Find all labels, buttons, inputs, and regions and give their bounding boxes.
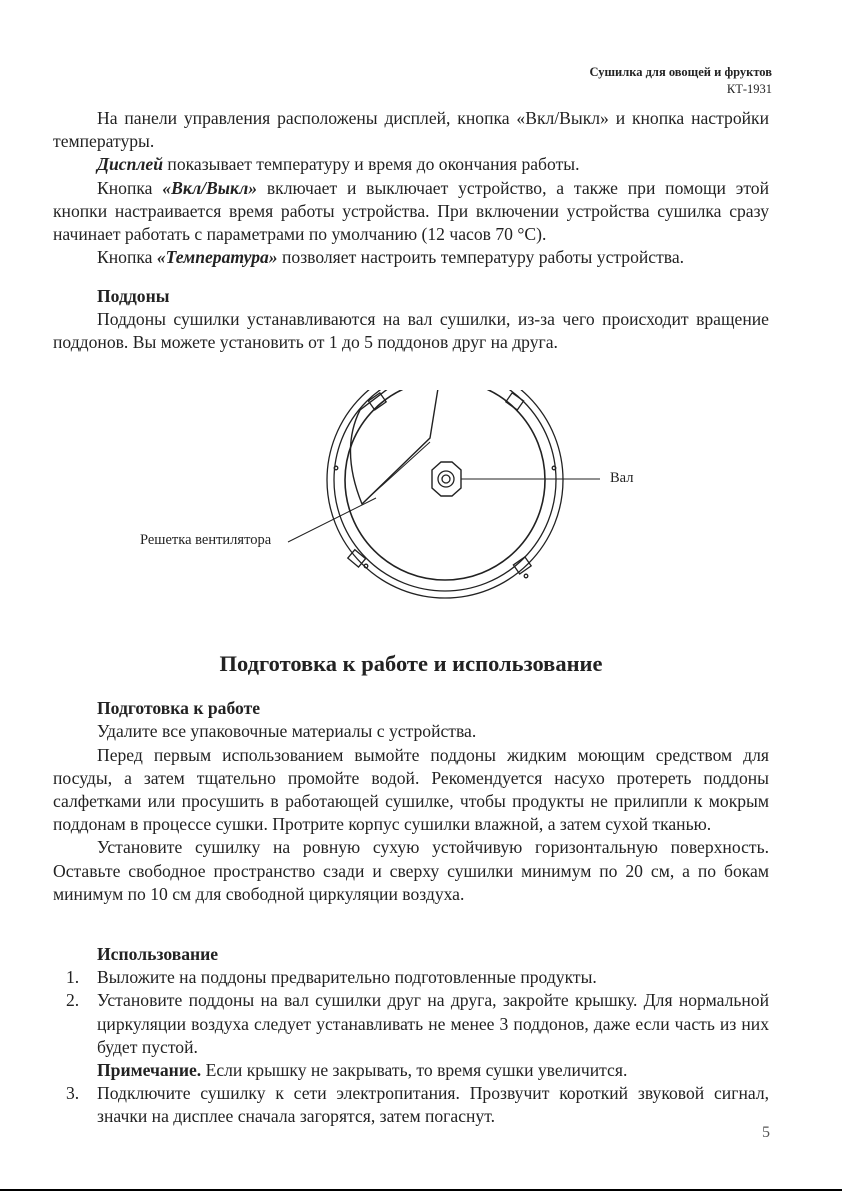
header-model: КТ-1931 — [726, 82, 772, 96]
dryer-base-illustration — [130, 390, 690, 620]
list-item-number: 2. — [66, 990, 80, 1011]
list-item-number: 3. — [66, 1083, 80, 1104]
controls-intro: На панели управления расположены дисплей, кнопка «Вкл/Выкл» и кнопка настройки температуры. — [53, 108, 769, 152]
label-shaft: Вал — [610, 470, 634, 486]
list-item-text: Выложите на поддоны предварительно подготовленные продукты. — [97, 967, 597, 988]
note-label: Примечание. — [97, 1060, 202, 1081]
list-item-text: Подключите сушилку к сети электропитания. Прозвучит короткий звуковой сигнал, значки на дисплее сначала загорятся, затем погаснут. — [97, 1083, 769, 1127]
trays-section — [53, 285, 769, 355]
usage-section — [53, 943, 769, 1129]
list-item-number: 1. — [66, 967, 80, 988]
list-item — [53, 1082, 769, 1128]
temp-paragraph — [53, 246, 769, 269]
onoff-pre: Кнопка — [97, 177, 163, 198]
display-paragraph — [53, 153, 769, 176]
preparation-p2: Перед первым использованием вымойте поддоны жидким моющим средством для посуды, а затем тщательно промойте водой. Рекомендуется насухо протереть поддоны салфетками или просушить в работающей сушилке, чтобы продукты не прилипли к мокрым поддонам в процессе сушки. Протрите корпус сушилки влажной, а затем сухой тканью. — [53, 744, 769, 835]
preparation-p3: Установите сушилку на ровную сухую устойчивую горизонтальную поверхность. Оставьте свободное пространство сзади и сверху сушилки минимум по 20 см, а по бокам минимум по 10 см для свободной циркуляции воздуха. — [53, 837, 769, 904]
dryer-diagram — [130, 390, 690, 620]
label-fan-grille: Решетка вентилятора — [140, 532, 272, 548]
controls-section — [53, 107, 769, 269]
header-title: Сушилка для овощей и фруктов — [589, 65, 772, 79]
page-header — [589, 64, 772, 98]
onoff-paragraph — [53, 177, 769, 247]
note-text: Если крышку не закрывать, то время сушки увеличится. — [201, 1060, 628, 1081]
usage-list — [53, 966, 769, 1059]
display-term: Дисплей — [97, 154, 164, 175]
usage-note — [53, 1059, 769, 1082]
temp-text: позволяет настроить температуру работы устройства. — [277, 247, 685, 268]
preparation-section — [53, 652, 769, 906]
preparation-heading: Подготовка к работе — [97, 698, 261, 719]
trays-text: Поддоны сушилки устанавливаются на вал сушилки, из-за чего происходит вращение поддонов. Вы можете установить от 1 до 5 поддонов друг на друга. — [53, 309, 769, 353]
usage-heading: Использование — [97, 944, 219, 964]
onoff-text: включает и выключает устройство, а также при помощи этой кнопки настраивается время работы устройства. При включении устройства сушилка сразу начинает работать с параметрами по умолчанию (12 часов 70 °С). — [53, 177, 769, 245]
page-number: 5 — [762, 1124, 770, 1141]
section-title: Подготовка к работе и использование — [219, 651, 603, 676]
onoff-term: «Вкл/Выкл» — [162, 177, 258, 198]
list-item-text: Установите поддоны на вал сушилки друг на друга, закройте крышку. Для нормальной циркуляции воздуха следует устанавливать не менее 3 поддонов, даже если часть из них будет пустой. — [97, 990, 769, 1057]
list-item — [53, 989, 769, 1059]
display-text: показывает температуру и время до окончания работы. — [163, 154, 580, 175]
preparation-p1: Удалите все упаковочные материалы с устройства. — [97, 721, 477, 742]
temp-pre: Кнопка — [97, 247, 157, 268]
usage-list-continued — [53, 1082, 769, 1128]
temp-term: «Температура» — [156, 247, 278, 268]
trays-heading: Поддоны — [97, 286, 170, 306]
list-item — [53, 966, 769, 989]
